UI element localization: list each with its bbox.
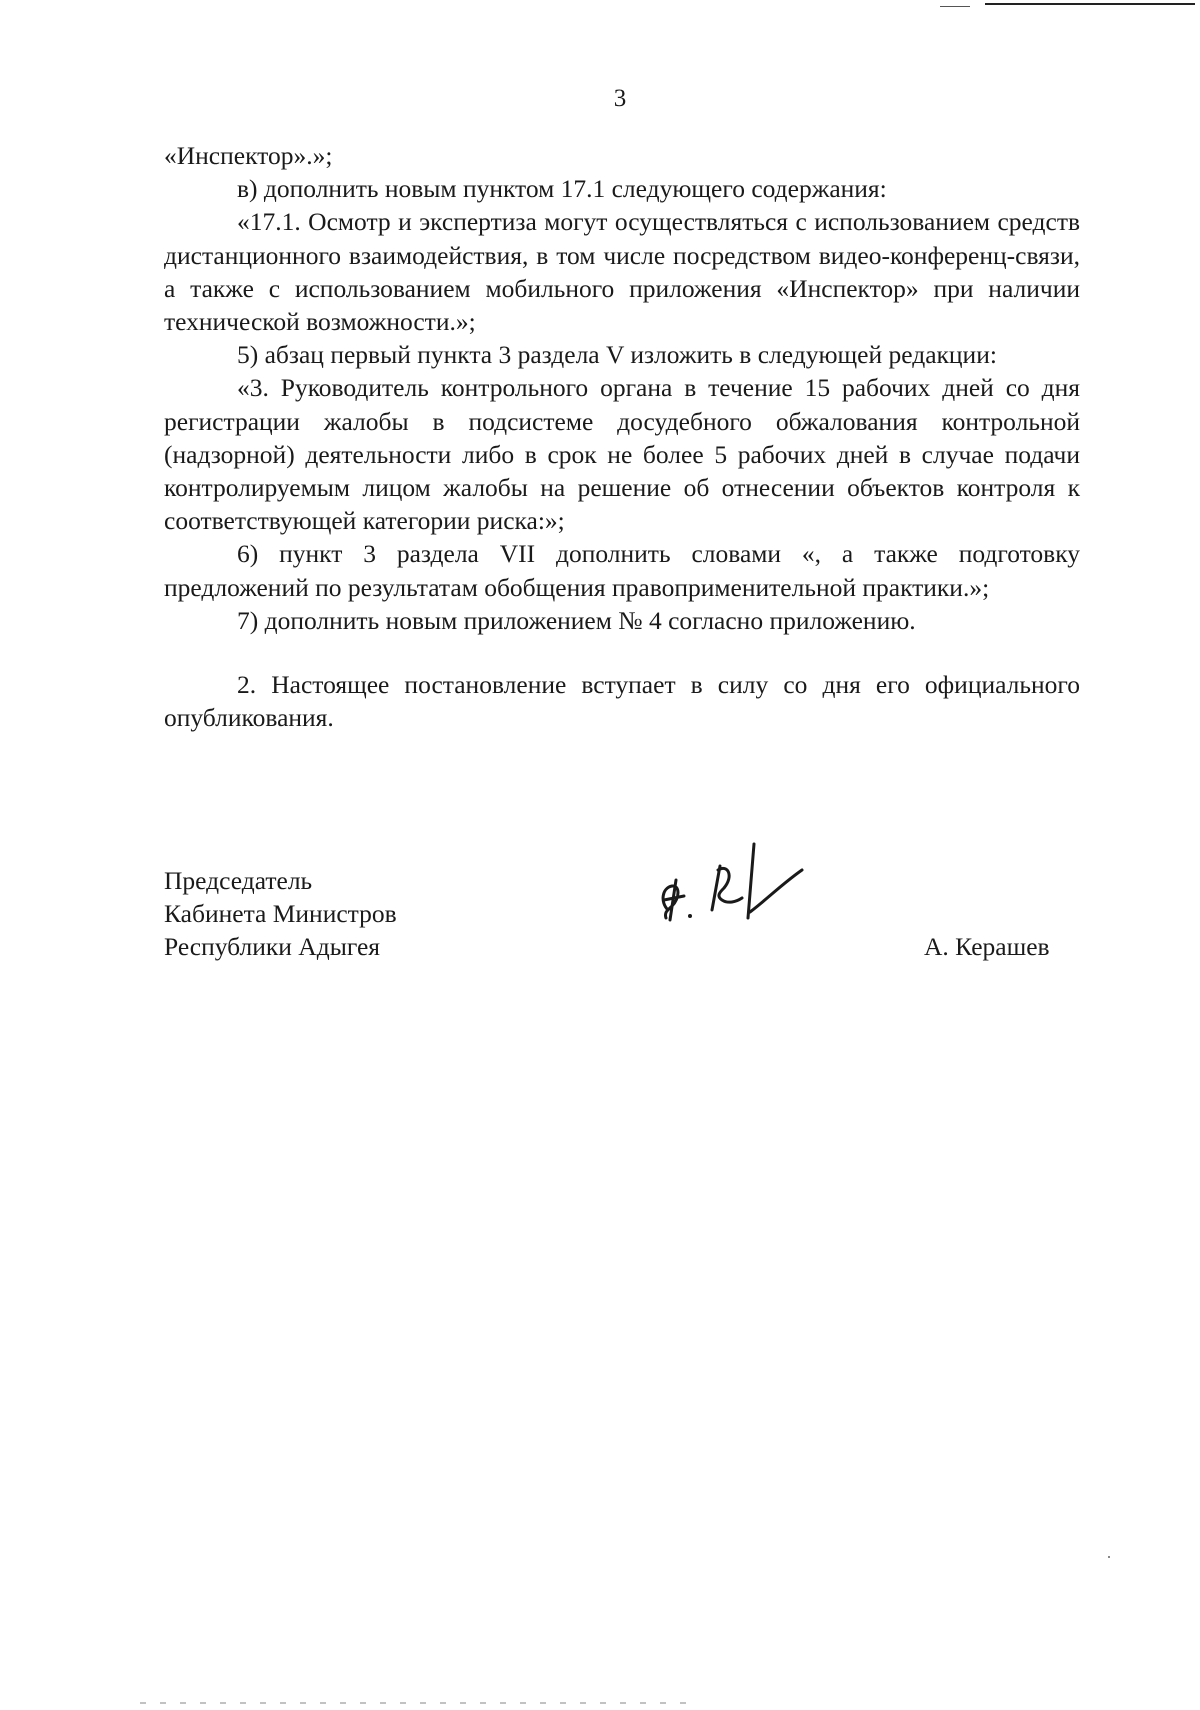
page-number: 3 bbox=[613, 85, 627, 112]
document-body bbox=[164, 139, 1080, 734]
paragraph-entry-into-force: 2. Настоящее постановление вступает в силу со дня его официального опубликования. bbox=[164, 670, 1080, 733]
paragraph-item-v: в) дополнить новым пунктом 17.1 следующего содержания: bbox=[237, 174, 887, 204]
scan-artifact-noise bbox=[140, 1702, 700, 1704]
paragraph-item-17-1: «17.1. Осмотр и экспертиза могут осуществляться с использованием средств дистанционного взаимодействия, в том числе посредством видео-конференц-связи, а также с использованием мобильного приложения «Инспектор» при наличии технической возможности.»; bbox=[164, 207, 1080, 337]
handwritten-signature bbox=[650, 840, 810, 940]
paragraph-item-3-section-v: «3. Руководитель контрольного органа в течение 15 рабочих дней со дня регистрации жалобы в подсистеме досудебного обжалования контрольной (надзорной) деятельности либо в срок не более 5 рабочих дней в случае подачи контролируемым лицом жалобы на решение об отнесении объектов контроля к соответствующей категории риска:»; bbox=[164, 373, 1080, 536]
scan-speck bbox=[1108, 1556, 1110, 1558]
paragraph-item-5: 5) абзац первый пункта 3 раздела V изложить в следующей редакции: bbox=[237, 340, 997, 370]
signatory-title-line: Республики Адыгея bbox=[164, 932, 380, 961]
paragraph-item-7: 7) дополнить новым приложением № 4 согласно приложению. bbox=[237, 605, 916, 635]
signatory-title-line: Председатель bbox=[164, 866, 313, 895]
paragraph-item-6: 6) пункт 3 раздела VII дополнить словами «, а также подготовку предложений по результатам обобщения правоприменительной практики.»; bbox=[164, 539, 1080, 602]
paragraph-inspector-end: «Инспектор».»; bbox=[164, 141, 333, 170]
scan-artifact-line bbox=[940, 6, 970, 7]
paragraph-gap bbox=[164, 637, 1080, 668]
signatory-title-line: Кабинета Министров bbox=[164, 899, 397, 928]
signatory-title bbox=[164, 864, 397, 963]
signatory-name: А. Керашев bbox=[924, 932, 1050, 961]
scan-artifact-line bbox=[985, 3, 1195, 5]
